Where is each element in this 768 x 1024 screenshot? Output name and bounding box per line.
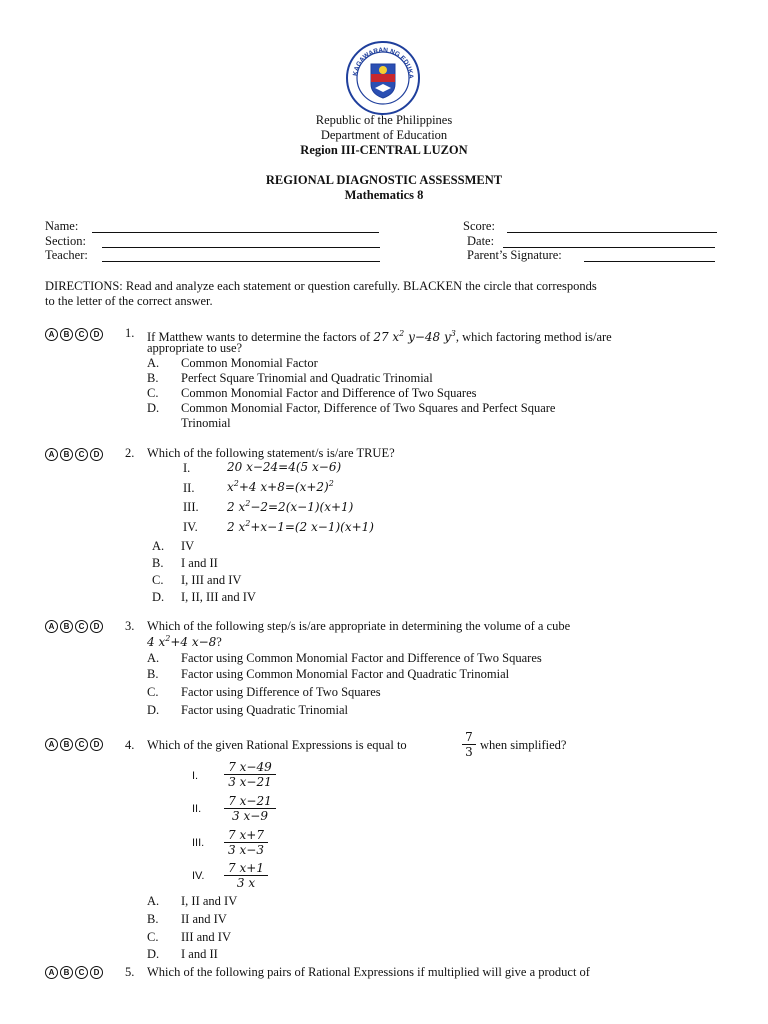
q4-fraction-2-den: 3 x−9: [232, 809, 268, 823]
question-4-text-b: when simplified?: [480, 738, 567, 752]
bubble-c[interactable]: C: [75, 966, 88, 979]
q4-option-a-letter: A.: [147, 894, 160, 908]
q1-option-d: Common Monomial Factor, Difference of Two Squares and Perfect Square: [181, 401, 556, 415]
directions-line-2: to the letter of the correct answer.: [45, 294, 213, 308]
q1-option-a: Common Monomial Factor: [181, 356, 318, 370]
q4-roman-3: III.: [192, 837, 205, 849]
question-1-number: 1.: [125, 326, 135, 340]
q2-statement-2: $x^2+4$ $x+8=(x+2)^2$: [227, 479, 334, 494]
q4-fraction-4: [224, 861, 268, 890]
q2-option-a: IV: [181, 539, 195, 553]
q1-text-a: If Matthew wants to determine the factors of: [147, 330, 371, 344]
q4-option-d: I and II: [181, 947, 218, 961]
bubble-a[interactable]: A: [45, 966, 58, 979]
q1-option-b-letter: B.: [147, 371, 159, 385]
score-label: Score:: [463, 219, 495, 233]
q4-option-c-letter: C.: [147, 930, 159, 944]
q1-option-d-cont: Trinomial: [181, 416, 231, 430]
question-3-number: 3.: [125, 619, 135, 633]
bubble-c[interactable]: C: [75, 448, 88, 461]
q2-option-c: I, III and IV: [181, 573, 242, 587]
svg-text:KAGAWARAN NG EDUKASYON: KAGAWARAN NG EDUKA: [352, 46, 415, 79]
bubble-a[interactable]: A: [45, 738, 58, 751]
q4-target-numerator: 7: [462, 730, 476, 745]
score-line[interactable]: [507, 232, 717, 233]
q4-fraction-1-num: 7 x−49: [224, 760, 276, 775]
q3-option-b-letter: B.: [147, 667, 159, 681]
q1-option-c: Common Monomial Factor and Difference of Two Squares: [181, 386, 477, 400]
question-3-text: Which of the following step/s is/are appropriate in determining the volume of a cube: [147, 619, 571, 633]
q2-statement-3: 2 $x^2-2=2(x-1)(x+1)$: [227, 499, 354, 514]
answer-circles-q1[interactable]: [45, 328, 103, 341]
q4-target-denominator: 3: [465, 745, 473, 759]
q4-roman-1: I.: [192, 770, 199, 782]
q4-fraction-2-num: 7 x−21: [224, 794, 276, 809]
bubble-d[interactable]: D: [90, 966, 103, 979]
q4-option-b-letter: B.: [147, 912, 159, 926]
q4-option-d-letter: D.: [147, 947, 160, 961]
question-5-text: Which of the following pairs of Rational Expressions if multiplied will give a product of: [147, 965, 590, 979]
q2-roman-3: III.: [183, 500, 199, 514]
bubble-b[interactable]: B: [60, 328, 73, 341]
name-label: Name:: [45, 219, 79, 233]
q2-option-d: I, II, III and IV: [181, 590, 256, 604]
bubble-a[interactable]: A: [45, 328, 58, 341]
q4-roman-4: IV.: [192, 870, 205, 882]
header-region: Region III-CENTRAL LUZON: [300, 143, 468, 157]
q2-roman-4: IV.: [183, 520, 198, 534]
bubble-a[interactable]: A: [45, 448, 58, 461]
question-4-text-a: Which of the given Rational Expressions is equal to: [147, 738, 407, 752]
bubble-d[interactable]: D: [90, 328, 103, 341]
question-5-number: 5.: [125, 965, 135, 979]
teacher-label: Teacher:: [45, 248, 88, 262]
q4-fraction-2: [224, 794, 276, 823]
q2-roman-2: II.: [183, 481, 195, 495]
q4-option-b: II and IV: [181, 912, 227, 926]
section-line[interactable]: [102, 247, 380, 248]
q4-option-c: III and IV: [181, 930, 231, 944]
q3-option-d-letter: D.: [147, 703, 160, 717]
q4-fraction-1-den: 3 x−21: [228, 775, 272, 789]
q2-option-d-letter: D.: [152, 590, 165, 604]
q3-option-c: Factor using Difference of Two Squares: [181, 685, 381, 699]
q2-statement-1: 20 x−24=4(5 x−6): [227, 460, 342, 474]
bubble-d[interactable]: D: [90, 620, 103, 633]
bubble-b[interactable]: B: [60, 966, 73, 979]
q1-text-b: , which factoring method is/are: [455, 330, 612, 344]
bubble-b[interactable]: B: [60, 620, 73, 633]
q4-target-fraction: [462, 730, 476, 759]
q2-roman-1: I.: [183, 461, 191, 475]
q4-option-a: I, II and IV: [181, 894, 238, 908]
answer-circles-q2[interactable]: [45, 448, 103, 461]
bubble-c[interactable]: C: [75, 328, 88, 341]
q3-option-b: Factor using Common Monomial Factor and Quadratic Trinomial: [181, 667, 510, 681]
section-label: Section:: [45, 234, 86, 248]
q4-fraction-3: [224, 828, 268, 857]
document-subtitle: Mathematics 8: [344, 188, 424, 202]
name-line[interactable]: [92, 232, 379, 233]
document-title: REGIONAL DIAGNOSTIC ASSESSMENT: [265, 173, 503, 187]
deped-seal: [345, 40, 421, 116]
directions-line-1: DIRECTIONS: Read and analyze each statement or question carefully. BLACKEN the circle that corresponds: [45, 279, 597, 293]
parent-signature-line[interactable]: [584, 261, 715, 262]
q4-fraction-4-den: 3 x: [236, 876, 256, 890]
teacher-line[interactable]: [102, 261, 380, 262]
q1-expression: 27 $x^2$ y−48 $y^3$: [373, 329, 456, 344]
bubble-d[interactable]: D: [90, 738, 103, 751]
q2-option-a-letter: A.: [152, 539, 165, 553]
bubble-b[interactable]: B: [60, 738, 73, 751]
q4-fraction-3-num: 7 x+7: [224, 828, 268, 843]
q4-roman-2: II.: [192, 803, 202, 815]
parent-signature-label: Parent’s Signature:: [467, 248, 562, 262]
q4-fraction-3-den: 3 x−3: [228, 843, 264, 857]
question-1-text-cont: appropriate to use?: [147, 341, 243, 355]
header-republic: Republic of the Philippines: [315, 113, 453, 127]
q3-option-a-letter: A.: [147, 651, 160, 665]
bubble-d[interactable]: D: [90, 448, 103, 461]
q4-fraction-1: [224, 760, 276, 789]
q1-option-a-letter: A.: [147, 356, 160, 370]
q3-option-a: Factor using Common Monomial Factor and Difference of Two Squares: [181, 651, 542, 665]
question-4-number: 4.: [125, 738, 135, 752]
answer-circles-q5[interactable]: [45, 966, 103, 979]
bubble-a[interactable]: A: [45, 620, 58, 633]
bubble-c[interactable]: C: [75, 620, 88, 633]
answer-circles-q3[interactable]: [45, 620, 103, 633]
q2-option-b-letter: B.: [152, 556, 164, 570]
q2-option-b: I and II: [181, 556, 218, 570]
q1-option-c-letter: C.: [147, 386, 159, 400]
q3-expression: 4 $x^2+4$ x−8?: [147, 634, 222, 649]
q1-option-b: Perfect Square Trinomial and Quadratic Trinomial: [181, 371, 433, 385]
date-label: Date:: [467, 234, 495, 248]
q4-fraction-4-num: 7 x+1: [224, 861, 268, 876]
question-2-number: 2.: [125, 446, 135, 460]
q3-option-c-letter: C.: [147, 685, 159, 699]
q2-option-c-letter: C.: [152, 573, 164, 587]
answer-circles-q4[interactable]: [45, 738, 103, 751]
q3-option-d: Factor using Quadratic Trinomial: [181, 703, 348, 717]
q2-statement-4: 2 $x^2+x-1=(2$ x−1)(x+1): [227, 519, 374, 534]
bubble-b[interactable]: B: [60, 448, 73, 461]
question-2-text: Which of the following statement/s is/are TRUE?: [147, 446, 395, 460]
bubble-c[interactable]: C: [75, 738, 88, 751]
header-department: Department of Education: [320, 128, 448, 142]
q1-option-d-letter: D.: [147, 401, 160, 415]
